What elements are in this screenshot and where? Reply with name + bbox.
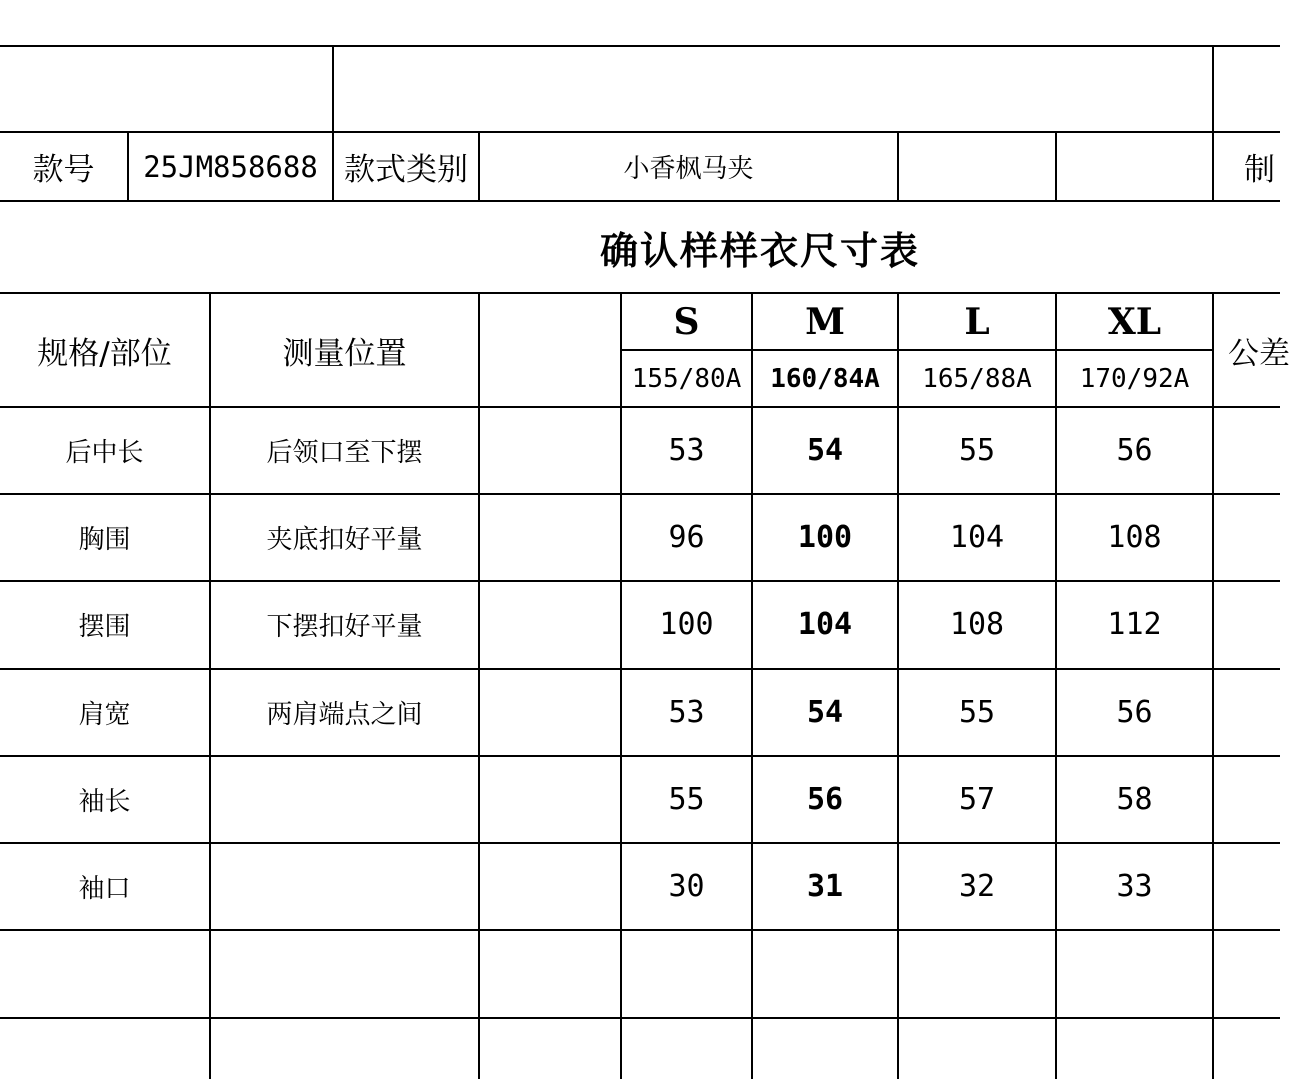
size-value-cell: 30 [668,869,705,904]
row-position-label: 后领口至下摆 [266,438,423,468]
row-position-label [211,844,478,929]
size-value-cell: 108 [1107,520,1162,555]
grid-line [0,45,1280,47]
row-position-label [211,757,478,842]
row-position-label: 下摆扣好平量 [266,612,423,642]
size-value-cell: 56 [806,782,844,817]
size-spec-xl: 170/92A [1079,363,1190,394]
size-value-cell: 53 [668,695,705,730]
row-part-label: 胸围 [78,525,131,555]
size-value-cell: 58 [1116,782,1153,817]
size-value-cell: 112 [1107,607,1162,642]
size-header-m: M [805,300,845,343]
size-value-cell: 31 [806,869,844,904]
style-no-label: 款号 [32,152,95,188]
column-header-position: 测量位置 [282,335,407,372]
category-label: 款式类别 [344,152,468,188]
column-header-spec: 规格/部位 [37,335,172,372]
column-header-tolerance: 公差 [1228,335,1290,372]
row-position-label: 夹底扣好平量 [266,525,423,555]
size-value-cell: 104 [949,520,1005,555]
size-spec-s: 155/80A [631,363,742,394]
size-value-cell: 55 [958,695,996,730]
size-spec-l: 165/88A [922,363,1032,394]
size-value-cell: 33 [1116,869,1153,904]
grid-line [478,292,480,1079]
maker-label: 制 [1244,152,1275,188]
size-header-xl: XL [1107,300,1162,343]
row-part-label: 后中长 [65,438,144,468]
row-position-label: 两肩端点之间 [266,700,423,730]
page-title: 确认样样衣尺寸表 [599,227,920,273]
row-part-label: 摆围 [78,612,131,642]
size-value-cell: 55 [958,433,996,468]
size-value-cell: 100 [659,607,714,642]
size-value-cell: 96 [668,520,705,555]
grid-line [0,1017,1280,1019]
row-part-label: 袖口 [78,874,131,904]
grid-line [0,929,1280,931]
size-value-cell: 54 [806,695,844,730]
category-value: 小香枫马夹 [623,154,754,184]
size-value-cell: 56 [1116,433,1153,468]
size-header-l: L [964,300,990,343]
grid-line [1055,131,1057,202]
row-part-label: 肩宽 [78,700,131,730]
style-no-value: 25JM858688 [143,149,318,184]
size-value-cell: 100 [797,520,853,555]
size-value-cell: 53 [668,433,705,468]
size-value-cell: 54 [806,433,844,468]
grid-line [897,131,899,202]
size-value-cell: 56 [1116,695,1153,730]
size-value-cell: 55 [668,782,705,817]
grid-line [1212,292,1214,1079]
size-value-cell: 32 [958,869,996,904]
row-part-label: 袖长 [78,787,131,817]
size-value-cell: 57 [958,782,996,817]
grid-line [1212,45,1214,202]
size-header-s: S [673,300,700,343]
size-spec-m: 160/84A [770,363,880,394]
size-value-cell: 108 [949,607,1005,642]
size-value-cell: 104 [797,607,853,642]
